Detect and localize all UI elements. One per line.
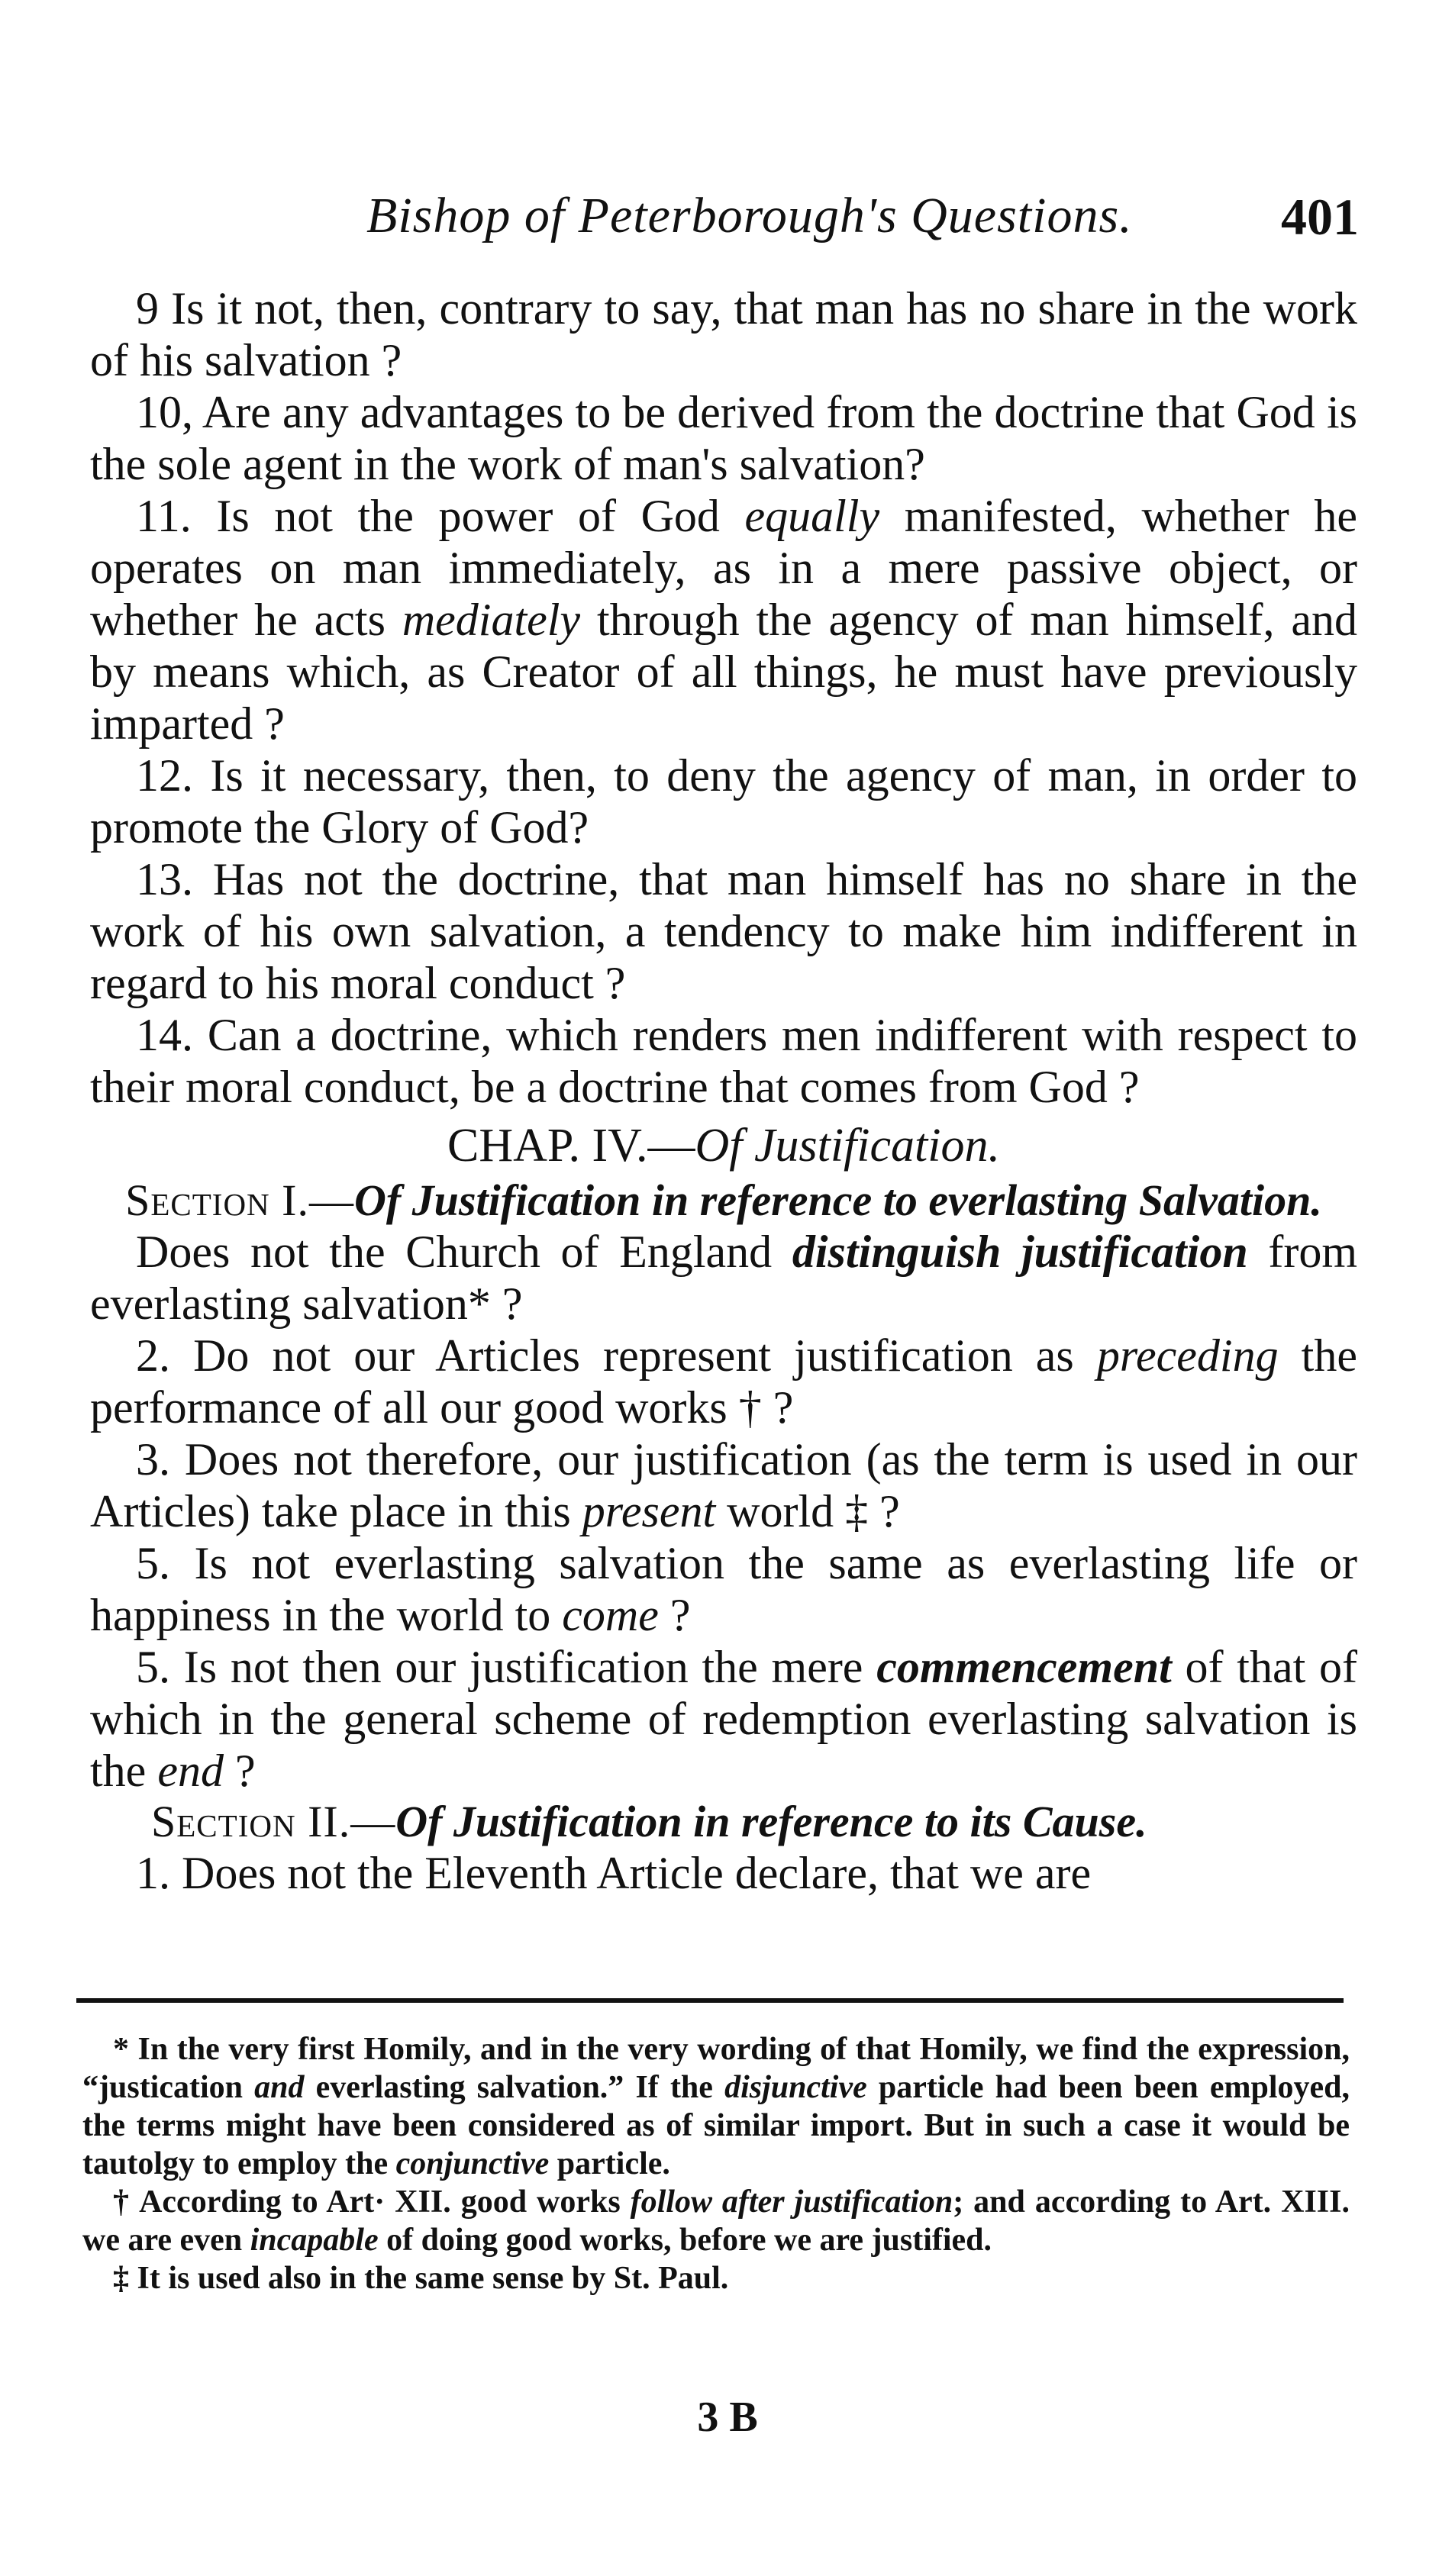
question-12: 12. Is it necessary, then, to deny the agency of man, in order to promote the Glory of God?: [90, 750, 1357, 853]
question-13: 13. Has not the doctrine, that man himself has no share in the work of his own salvation, a tendency to make him indifferent in regard to his moral conduct ?: [90, 854, 1357, 1008]
footnotes: [82, 2030, 1350, 2297]
section-2-question-1: 1. Does not the Eleventh Article declare, that we are: [136, 1848, 1092, 1898]
page-number: 401: [1281, 188, 1359, 246]
page-header: [366, 187, 1359, 256]
section-1-question-5: 5. Is not then our justification the mere commencement of that of which in the general scheme of redemption everlasting salvation is the end ?: [90, 1642, 1357, 1796]
running-title: Bishop of Peterborough's Questions.: [366, 188, 1133, 243]
question-11: 11. Is not the power of God equally manifested, whether he operates on man immediately, as in a mere passive object, or whether he acts mediately through the agency of man himself, and by means which, as Creator of all things, he must have previously imparted ?: [90, 491, 1358, 749]
question-14: 14. Can a doctrine, which renders men indifferent with respect to their moral conduct, be a doctrine that comes from God ?: [90, 1010, 1357, 1112]
signature-mark: 3 B: [697, 2394, 758, 2441]
page-body: [90, 282, 1357, 1899]
footnote-double-dagger: ‡ It is used also in the same sense by St. Paul.: [113, 2261, 729, 2296]
section-1-question-3: 3. Does not therefore, our justification (as the term is used in our Articles) take place in this present world ‡ ?: [90, 1434, 1357, 1536]
footnote-rule: [76, 1998, 1344, 2003]
question-10: 10, Are any advantages to be derived from the doctrine that God is the sole agent in the work of man's salvation?: [90, 387, 1357, 489]
chapter-heading: CHAP. IV.—Of Justification.: [447, 1120, 1000, 1172]
footnote-dagger: † According to Art· XII. good works follow after justification; and according to Art. XIII. we are even incapable of doing good works, before we are justified.: [82, 2184, 1350, 2258]
section-1-question-2: 2. Do not our Articles represent justification as preceding the performance of all our good works † ?: [90, 1330, 1357, 1433]
section-1-heading: Section I.—Of Justification in reference to everlasting Salvation.: [125, 1175, 1322, 1225]
question-9: 9 Is it not, then, contrary to say, that man has no share in the work of his salvation ?: [90, 283, 1357, 385]
section-1-question-4: 5. Is not everlasting salvation the same as everlasting life or happiness in the world to come ?: [90, 1538, 1357, 1640]
section-1-question-1: Does not the Church of England distinguish justification from everlasting salvation* ?: [90, 1227, 1357, 1329]
footnote-asterisk: * In the very first Homily, and in the very wording of that Homily, we find the expression, “justication and everlasting salvation.” If the disjunctive particle had been been employed, the terms might have been considered as of similar import. But in such a case it would be tautolgy to employ the conjunctive particle.: [82, 2032, 1350, 2181]
section-2-heading: Section II.—Of Justification in reference to its Cause.: [151, 1797, 1147, 1846]
